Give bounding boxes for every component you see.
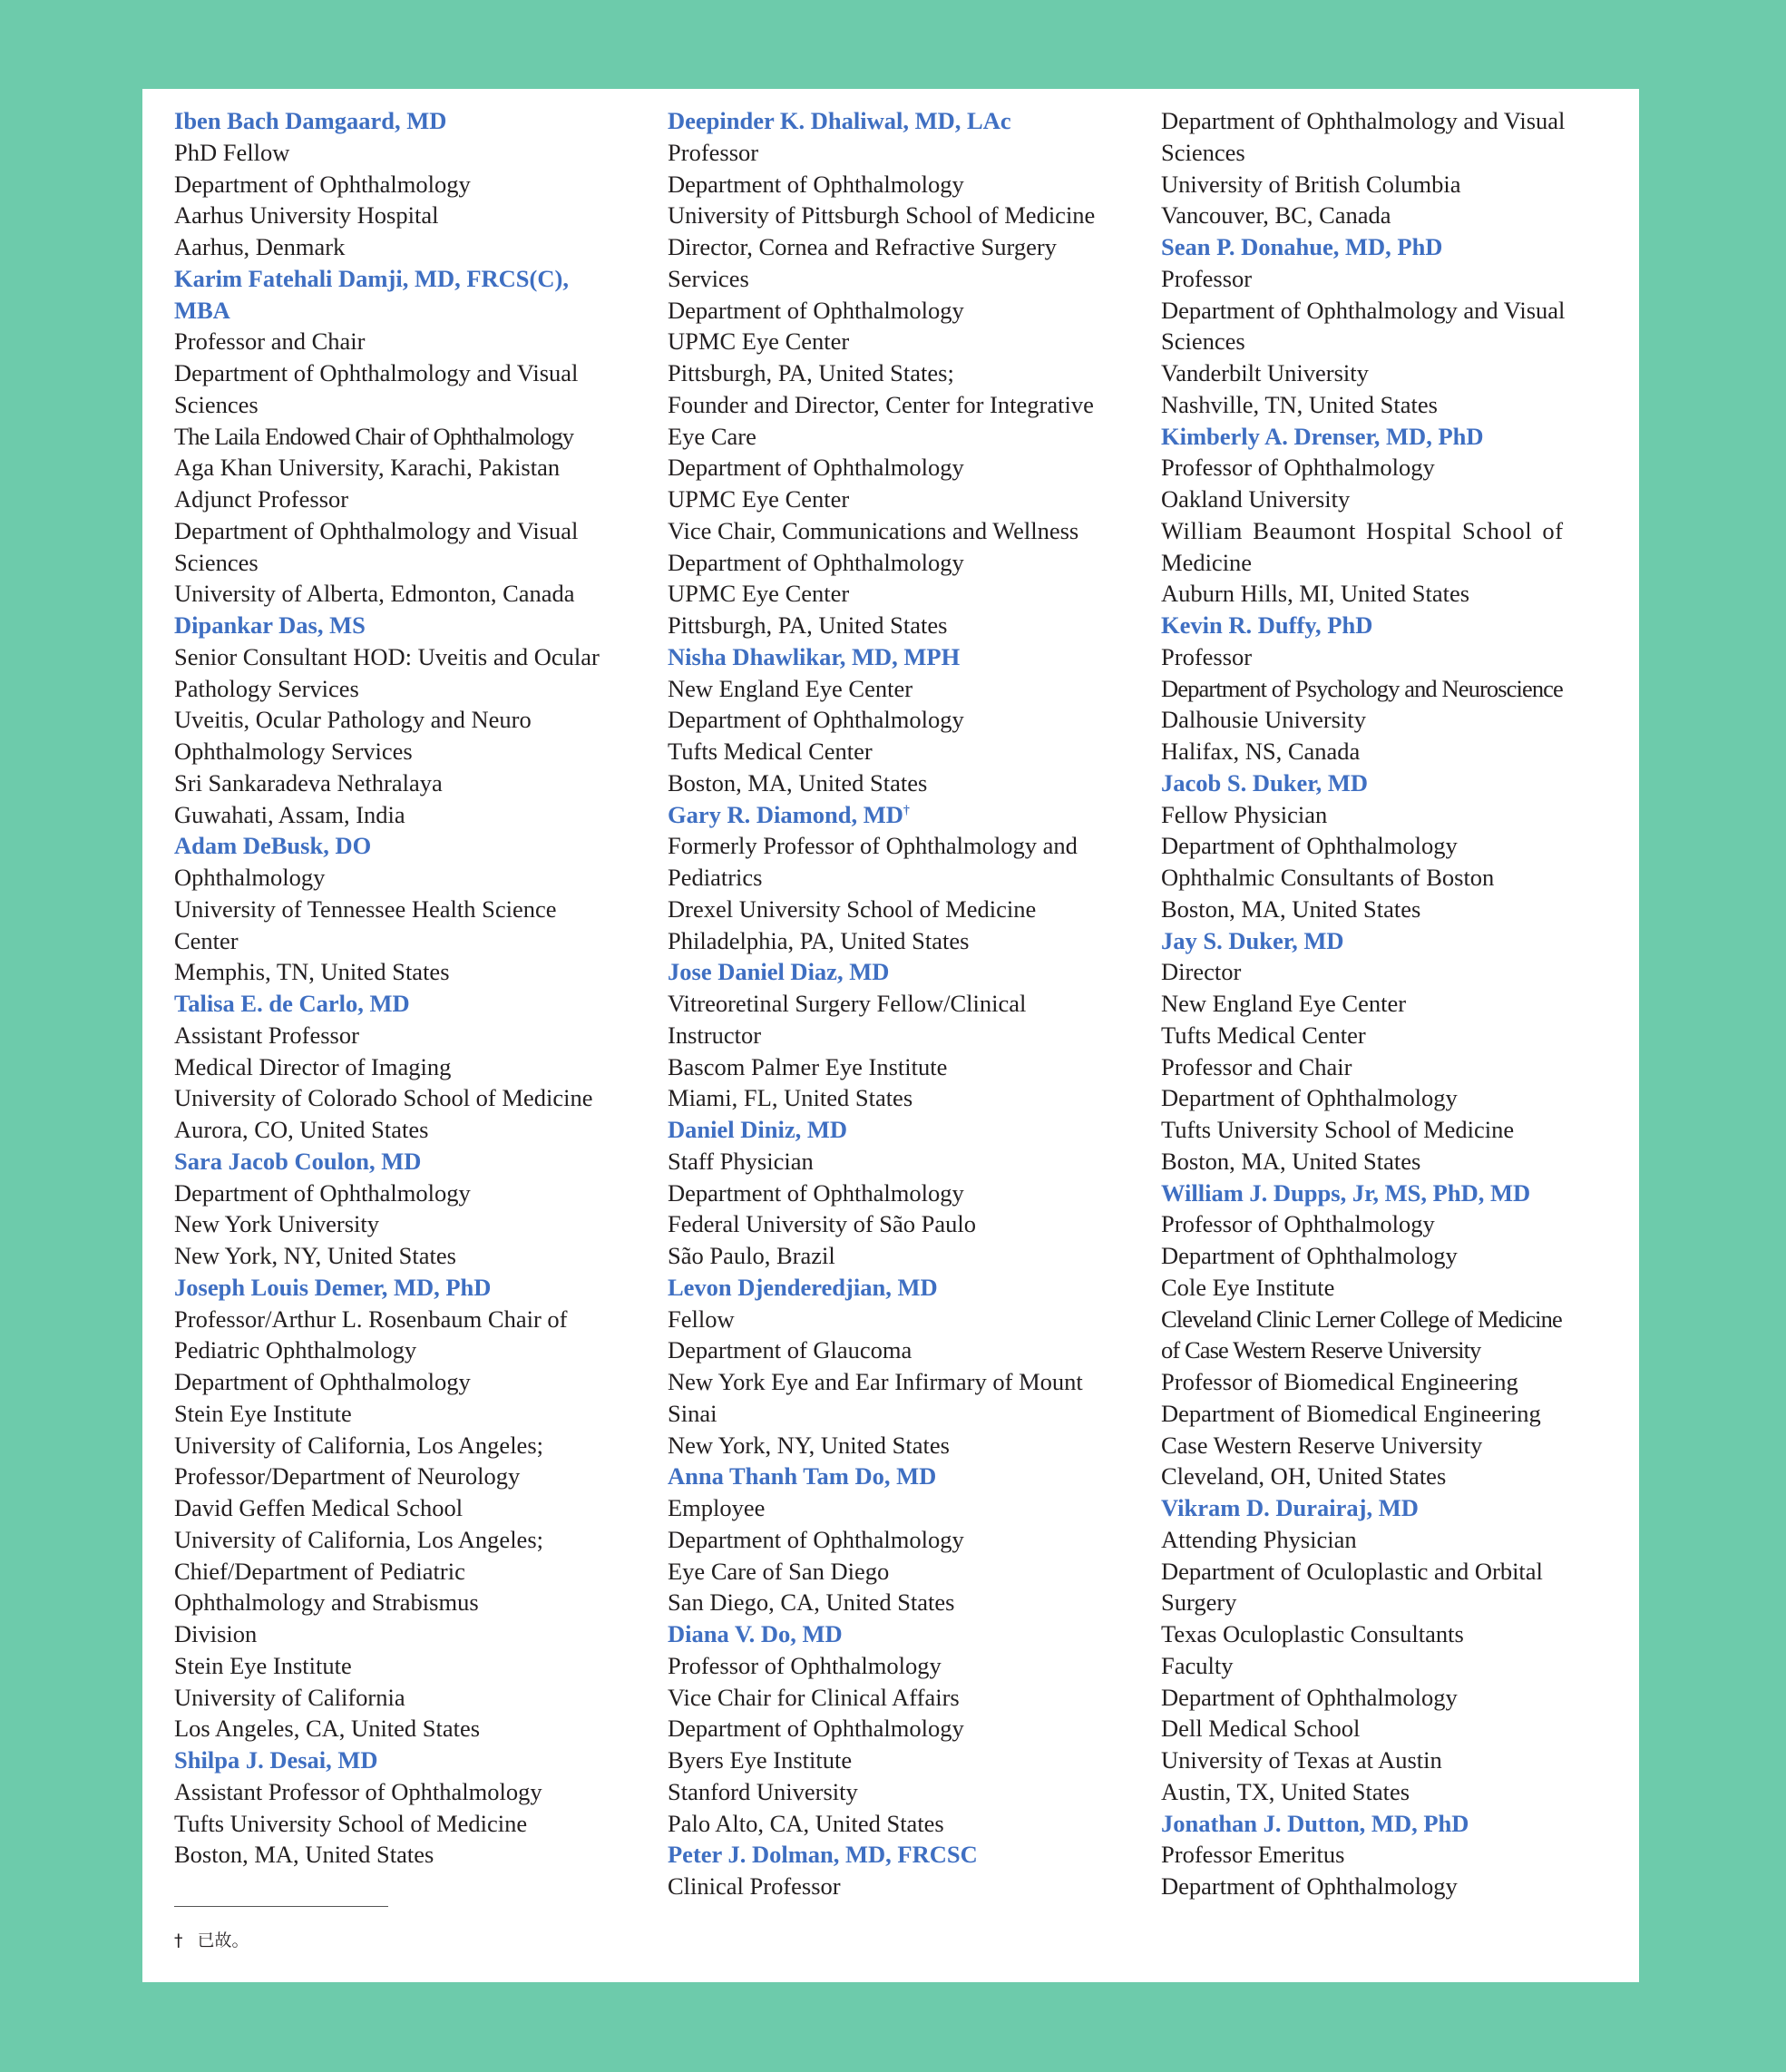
affiliation-line: Tufts Medical Center — [668, 738, 873, 765]
affiliation-line: University of California — [174, 1683, 405, 1711]
contributor-entry — [174, 988, 637, 1146]
affiliation-line: Department of Ophthalmology — [668, 1525, 964, 1553]
contributor-name: Daniel Diniz, MD — [668, 1116, 847, 1143]
affiliation-line: Department of Ophthalmology — [1161, 1872, 1458, 1900]
contributor-name-line: Karim Fatehali Damji, MD, FRCS(C), — [174, 264, 569, 292]
contributor-entry — [174, 830, 637, 988]
affiliation-line: Department of Ophthalmology and Visual — [1161, 107, 1566, 134]
contributor-entry — [1161, 1808, 1624, 1902]
affiliation-line: Philadelphia, PA, United States — [668, 926, 970, 954]
contributor-name: Anna Thanh Tam Do, MD — [668, 1462, 937, 1490]
affiliation-line: Pittsburgh, PA, United States; — [668, 359, 954, 386]
affiliation-line: Tufts University School of Medicine — [1161, 1116, 1515, 1143]
contributor-name: Vikram D. Durairaj, MD — [1161, 1494, 1419, 1521]
affiliation-line: Clinical Professor — [668, 1872, 841, 1900]
affiliation-line: Sciences — [174, 548, 259, 576]
affiliation-line: Texas Oculoplastic Consultants — [1161, 1620, 1464, 1647]
affiliation-line: UPMC Eye Center — [668, 485, 850, 513]
affiliation-line: Department of Ophthalmology — [174, 1178, 471, 1207]
contributor-entry — [1161, 925, 1624, 1178]
affiliation-line: Cole Eye Institute — [1161, 1273, 1335, 1301]
contributor-name: Talisa E. de Carlo, MD — [174, 990, 410, 1017]
affiliation-line: Department of Ophthalmology — [668, 296, 964, 324]
affiliation-line: Division — [174, 1620, 258, 1647]
affiliation-line: Stein Eye Institute — [174, 1399, 352, 1427]
affiliation-line: Halifax, NS, Canada — [1161, 738, 1361, 765]
affiliation-line: Fellow Physician — [1161, 800, 1328, 828]
affiliation-line: University of Tennessee Health Science — [174, 894, 557, 923]
contributor-name: Diana V. Do, MD — [668, 1620, 843, 1647]
affiliation-line: Stanford University — [668, 1777, 858, 1805]
contributor-name: Sara Jacob Coulon, MD — [174, 1147, 422, 1175]
affiliation-line: Tufts Medical Center — [1161, 1021, 1366, 1049]
affiliation-line: Tufts University School of Medicine — [174, 1809, 528, 1837]
affiliation-line: Guwahati, Assam, India — [174, 800, 405, 828]
contributor-entry — [668, 799, 1130, 957]
affiliation-line: Bascom Palmer Eye Institute — [668, 1052, 948, 1080]
contributor-name: Shilpa J. Desai, MD — [174, 1746, 378, 1774]
affiliation-line: Uveitis, Ocular Pathology and Neuro — [174, 706, 532, 734]
contributor-entry — [1161, 1492, 1624, 1808]
affiliation-line: Pediatric Ophthalmology — [174, 1336, 417, 1364]
affiliation-line: Auburn Hills, MI, United States — [1161, 580, 1470, 608]
footnote-text: 已故。 — [197, 1930, 249, 1950]
affiliation-line: PhD Fellow — [174, 138, 290, 166]
affiliation-line: Faculty — [1161, 1651, 1234, 1679]
affiliation-line: Assistant Professor of Ophthalmology — [174, 1777, 542, 1805]
affiliation-line: Fellow — [668, 1305, 735, 1333]
affiliation-line: Services — [668, 264, 749, 292]
affiliation-line: Federal University of São Paulo — [668, 1210, 977, 1238]
affiliation-line: Center — [174, 926, 239, 954]
affiliation-line: Sri Sankaradeva Nethralaya — [174, 768, 443, 797]
affiliation-line: University of British Columbia — [1161, 170, 1461, 198]
affiliation-line: UPMC Eye Center — [668, 327, 850, 356]
contributor-name-text: Gary R. Diamond, MD — [668, 800, 903, 828]
affiliation-line: Boston, MA, United States — [1161, 1147, 1421, 1175]
affiliation-line: New York University — [174, 1210, 379, 1238]
affiliation-line: Eye Care — [668, 422, 756, 450]
affiliation-line: Aarhus University Hospital — [174, 201, 439, 230]
affiliation-line: Case Western Reserve University — [1161, 1431, 1483, 1459]
affiliation-line: Pathology Services — [174, 674, 359, 702]
affiliation-line: Department of Ophthalmology — [668, 454, 964, 482]
affiliation-line: Department of Ophthalmology — [1161, 1084, 1458, 1112]
page — [142, 89, 1639, 1982]
affiliation-line: Professor of Ophthalmology — [1161, 454, 1435, 482]
contributor-name-line: MBA — [174, 296, 230, 324]
contributor-name: Adam DeBusk, DO — [174, 832, 372, 860]
affiliation-line: Founder and Director, Center for Integrative — [668, 390, 1094, 418]
contributor-entry — [1161, 610, 1624, 767]
affiliation-line: Palo Alto, CA, United States — [668, 1809, 944, 1837]
affiliation-line: Department of Ophthalmology — [668, 548, 964, 576]
contributor-name: Kevin R. Duffy, PhD — [1161, 611, 1373, 639]
affiliation-line: Staff Physician — [668, 1147, 814, 1175]
affiliation-line: University of Texas at Austin — [1161, 1746, 1442, 1774]
affiliation-line: Vice Chair for Clinical Affairs — [668, 1683, 960, 1711]
affiliation-line: Director, Cornea and Refractive Surgery — [668, 233, 1057, 260]
affiliation-line: The Laila Endowed Chair of Ophthalmology — [174, 422, 574, 450]
affiliation-line: Assistant Professor — [174, 1021, 359, 1049]
contributor-entry — [668, 956, 1130, 1114]
contributor-entry — [668, 105, 1130, 641]
affiliation-line: Dell Medical School — [1161, 1715, 1361, 1743]
affiliation-line: University of California, Los Angeles; — [174, 1431, 543, 1459]
affiliation-line: Professor and Chair — [174, 327, 366, 356]
contributor-entry — [668, 1618, 1130, 1839]
affiliation-line: New York Eye and Ear Infirmary of Mount — [668, 1368, 1083, 1395]
contributor-name: William J. Dupps, Jr, MS, PhD, MD — [1161, 1178, 1531, 1207]
contributor-name: Deepinder K. Dhaliwal, MD, LAc — [668, 107, 1011, 134]
affiliation-line: Senior Consultant HOD: Uveitis and Ocular — [174, 642, 600, 670]
column-2 — [668, 105, 1130, 1902]
affiliation-line: Department of Ophthalmology — [1161, 1242, 1458, 1269]
contributor-entry — [174, 1146, 637, 1272]
contributor-entry — [1161, 1178, 1624, 1493]
contributor-name: Iben Bach Damgaard, MD — [174, 107, 447, 134]
column-1 — [174, 105, 637, 1871]
affiliation-line: Austin, TX, United States — [1161, 1777, 1410, 1805]
affiliation-line: David Geffen Medical School — [174, 1494, 464, 1521]
affiliation-line: São Paulo, Brazil — [668, 1242, 835, 1269]
affiliation-line: New York, NY, United States — [174, 1242, 456, 1269]
affiliation-line: Vitreoretinal Surgery Fellow/Clinical — [668, 990, 1027, 1017]
affiliation-line: Professor/Arthur L. Rosenbaum Chair of — [174, 1305, 568, 1333]
contributor-name: Kimberly A. Drenser, MD, PhD — [1161, 422, 1484, 450]
affiliation-line: Dalhousie University — [1161, 706, 1366, 734]
affiliation-line: Formerly Professor of Ophthalmology and — [668, 832, 1078, 860]
affiliation-line: University of Colorado School of Medicine — [174, 1084, 593, 1112]
affiliation-line: Department of Ophthalmology — [1161, 832, 1458, 860]
affiliation-line: Professor Emeritus — [1161, 1841, 1345, 1869]
affiliation-line: Department of Ophthalmology and Visual — [1161, 296, 1566, 324]
affiliation-line: Department of Ophthalmology — [174, 1368, 471, 1395]
contributor-name: Joseph Louis Demer, MD, PhD — [174, 1273, 492, 1301]
affiliation-line: New York, NY, United States — [668, 1431, 950, 1459]
affiliation-line: Byers Eye Institute — [668, 1746, 853, 1774]
contributor-entry — [1161, 421, 1624, 611]
affiliation-line: UPMC Eye Center — [668, 580, 850, 608]
affiliation-line: of Case Western Reserve University — [1161, 1336, 1481, 1364]
affiliation-line: Sciences — [1161, 138, 1245, 166]
affiliation-line: Aarhus, Denmark — [174, 233, 346, 260]
affiliation-line: Professor of Biomedical Engineering — [1161, 1368, 1518, 1395]
contributor-entry — [174, 610, 637, 830]
affiliation-line: Director — [1161, 958, 1242, 986]
affiliation-line: Eye Care of San Diego — [668, 1557, 890, 1585]
affiliation-line: Vice Chair, Communications and Wellness — [668, 516, 1079, 544]
affiliation-line: Drexel University School of Medicine — [668, 894, 1037, 923]
affiliation-line: Department of Ophthalmology — [1161, 1683, 1458, 1711]
contributor-entry — [1161, 105, 1624, 231]
footnote-mark: † — [174, 1930, 183, 1950]
affiliation-line: Adjunct Professor — [174, 485, 349, 513]
affiliation-line: Miami, FL, United States — [668, 1084, 913, 1112]
affiliation-line: Vanderbilt University — [1161, 359, 1369, 386]
affiliation-line: Pediatrics — [668, 864, 763, 891]
affiliation-line: Stein Eye Institute — [174, 1651, 352, 1679]
contributor-entry — [668, 1461, 1130, 1618]
affiliation-line: Boston, MA, United States — [668, 768, 928, 797]
affiliation-line: University of Alberta, Edmonton, Canada — [174, 580, 575, 608]
affiliation-line: Department of Ophthalmology — [668, 706, 964, 734]
affiliation-line: Pittsburgh, PA, United States — [668, 611, 948, 639]
contributor-entry — [1161, 231, 1624, 421]
affiliation-line: Sciences — [1161, 327, 1245, 356]
affiliation-line: Sciences — [174, 390, 259, 418]
affiliation-line: Department of Ophthalmology — [668, 1178, 964, 1207]
affiliation-line: Attending Physician — [1161, 1525, 1357, 1553]
affiliation-line: Cleveland Clinic Lerner College of Medicine — [1161, 1305, 1562, 1333]
contributor-entry — [1161, 767, 1624, 925]
affiliation-line: Professor/Department of Neurology — [174, 1462, 521, 1490]
affiliation-line: Ophthalmology — [174, 864, 326, 891]
affiliation-line: Professor of Ophthalmology — [668, 1651, 942, 1679]
contributor-entry — [174, 263, 637, 610]
affiliation-line: William Beaumont Hospital School of — [1161, 516, 1564, 544]
affiliation-line: New England Eye Center — [668, 674, 913, 702]
affiliation-line: Vancouver, BC, Canada — [1161, 201, 1391, 230]
affiliation-line: Aga Khan University, Karachi, Pakistan — [174, 454, 561, 482]
contributor-entry — [668, 1272, 1130, 1461]
affiliation-line: Professor — [1161, 264, 1253, 292]
contributor-entry — [668, 641, 1130, 799]
affiliation-line: Ophthalmic Consultants of Boston — [1161, 864, 1495, 891]
affiliation-line: Department of Glaucoma — [668, 1336, 913, 1364]
contributor-entry — [174, 105, 637, 263]
footnote — [174, 1927, 249, 1951]
affiliation-line: Medicine — [1161, 548, 1253, 576]
column-3 — [1161, 105, 1624, 1902]
footnote-rule — [174, 1906, 388, 1907]
affiliation-line: Nashville, TN, United States — [1161, 390, 1438, 418]
affiliation-line: Professor — [1161, 642, 1253, 670]
contributor-name: Jay S. Duker, MD — [1161, 926, 1344, 954]
contributor-name: Nisha Dhawlikar, MD, MPH — [668, 642, 961, 670]
contributor-entry — [668, 1114, 1130, 1272]
affiliation-line: University of Pittsburgh School of Medicine — [668, 201, 1096, 230]
contributor-name: Jonathan J. Dutton, MD, PhD — [1161, 1809, 1469, 1837]
affiliation-line: Professor — [668, 138, 759, 166]
contributor-name: Sean P. Donahue, MD, PhD — [1161, 233, 1443, 260]
affiliation-line: Professor and Chair — [1161, 1052, 1352, 1080]
affiliation-line: Employee — [668, 1494, 766, 1521]
affiliation-line: New England Eye Center — [1161, 990, 1407, 1017]
affiliation-line: Department of Biomedical Engineering — [1161, 1399, 1541, 1427]
contributor-name: Jose Daniel Diaz, MD — [668, 958, 890, 986]
affiliation-line: Department of Ophthalmology — [174, 170, 471, 198]
contributor-name — [668, 799, 1130, 831]
contributor-entry — [668, 1839, 1130, 1902]
affiliation-line: San Diego, CA, United States — [668, 1588, 955, 1617]
contributor-name: Jacob S. Duker, MD — [1161, 768, 1368, 797]
affiliation-line: Surgery — [1161, 1588, 1237, 1617]
affiliation-line: Memphis, TN, United States — [174, 958, 450, 986]
affiliation-line: Medical Director of Imaging — [174, 1052, 452, 1080]
affiliation-line: Aurora, CO, United States — [174, 1116, 429, 1143]
affiliation-line: Oakland University — [1161, 485, 1351, 513]
affiliation-line: Sinai — [668, 1399, 717, 1427]
affiliation-line: Los Angeles, CA, United States — [174, 1715, 481, 1743]
deceased-dagger: † — [903, 803, 910, 817]
contributor-name: Dipankar Das, MS — [174, 611, 366, 639]
affiliation-line: Chief/Department of Pediatric — [174, 1557, 465, 1585]
affiliation-line: Department of Ophthalmology — [668, 1715, 964, 1743]
affiliation-line: Department of Psychology and Neuroscience — [1161, 674, 1563, 702]
affiliation-line: Department of Ophthalmology and Visual — [174, 516, 579, 544]
contributor-name: Levon Djenderedjian, MD — [668, 1273, 938, 1301]
contributor-entry — [174, 1272, 637, 1745]
affiliation-line: Instructor — [668, 1021, 762, 1049]
affiliation-line: Department of Oculoplastic and Orbital — [1161, 1557, 1543, 1585]
affiliation-line: Department of Ophthalmology and Visual — [174, 359, 579, 386]
affiliation-line: University of California, Los Angeles; — [174, 1525, 543, 1553]
affiliation-line: Department of Ophthalmology — [668, 170, 964, 198]
affiliation-line: Boston, MA, United States — [174, 1841, 434, 1869]
contributor-name: Peter J. Dolman, MD, FRCSC — [668, 1841, 978, 1869]
contributor-entry — [174, 1745, 637, 1871]
affiliation-line: Cleveland, OH, United States — [1161, 1462, 1447, 1490]
affiliation-line: Ophthalmology Services — [174, 738, 413, 765]
affiliation-line: Professor of Ophthalmology — [1161, 1210, 1435, 1238]
affiliation-line: Boston, MA, United States — [1161, 894, 1421, 923]
affiliation-line: Ophthalmology and Strabismus — [174, 1588, 479, 1617]
